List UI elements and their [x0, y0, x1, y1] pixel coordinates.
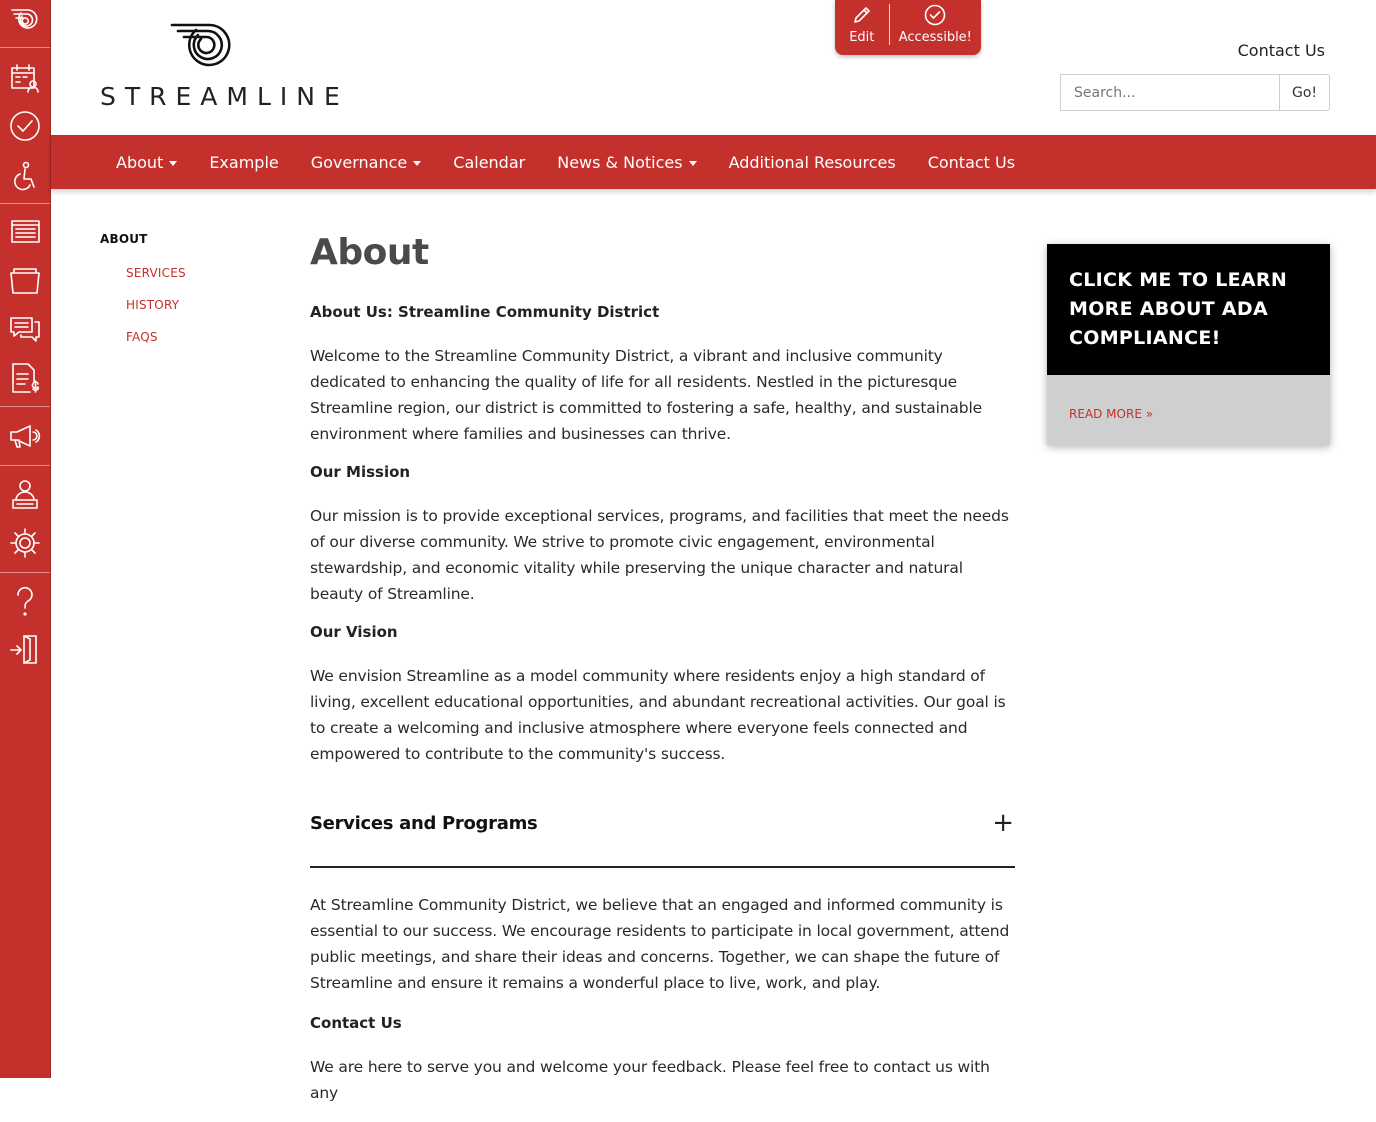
subnav-link-history[interactable]: HISTORY — [126, 298, 180, 312]
megaphone-icon[interactable] — [0, 413, 50, 459]
invoice-dollar-icon[interactable] — [0, 355, 50, 401]
nav-item-contact-us[interactable] — [912, 153, 1031, 172]
nav-label: News & Notices — [557, 152, 683, 172]
nav-label: Additional Resources — [728, 152, 896, 172]
gear-icon[interactable] — [0, 520, 50, 566]
comments-icon[interactable] — [0, 306, 50, 352]
caret-down-icon — [689, 161, 697, 166]
accessible-button[interactable] — [890, 0, 981, 55]
engagement-paragraph: At Streamline Community District, we believe that an engaged and informed community is essential to our success. We encourage residents to participate in local government, attend public meetings, and share their ideas and concerns. Together, we can shape the future of Streamline and ensure it remains a wonderful place to live, work, and play. — [310, 896, 1010, 992]
header-contact-link[interactable]: Contact Us — [1237, 41, 1325, 60]
section-body: Welcome to the Streamline Community District, a vibrant and inclusive community dedicated to enhancing the quality of life for all residents. Nestled in the picturesque Streamline region, our district is committed to fostering a safe, healthy, and sustainable environment where families and businesses can thrive. — [310, 347, 983, 443]
streamline-logo-mark-icon — [170, 22, 238, 70]
rail-divider — [0, 572, 50, 573]
nav-item-news-notices[interactable] — [541, 153, 712, 172]
streamline-logo-icon[interactable] — [0, 0, 50, 44]
rail-divider — [0, 203, 50, 204]
logout-door-icon[interactable] — [0, 626, 50, 672]
nav-label: Governance — [310, 152, 408, 172]
calendar-users-icon[interactable] — [0, 55, 50, 101]
subnav-link-faqs[interactable]: FAQS — [126, 330, 158, 344]
nav-item-calendar[interactable] — [437, 153, 541, 172]
main-content — [310, 232, 1015, 1122]
caret-down-icon — [413, 161, 421, 166]
user-admin-icon[interactable] — [0, 471, 50, 517]
admin-sidebar — [0, 0, 51, 1078]
search-go-button[interactable]: Go! — [1279, 74, 1330, 111]
pencil-icon — [851, 4, 873, 26]
section-body: Our mission is to provide exceptional services, programs, and facilities that meet the needs of our diverse community. We strive to promote civic engagement, environmental stewardship, and economic vitality while preserving the unique character and natural beauty of Streamline. — [310, 507, 1009, 603]
logo-wordmark: STREAMLINE — [100, 82, 349, 111]
section-body: We envision Streamline as a model community where residents enjoy a high standard of living, excellent educational opportunities, and abundant recreational activities. Our goal is to create a welcoming and inclusive atmosphere where everyone feels connected and empowered to contribute to the community's success. — [310, 667, 1006, 763]
accordion-services-programs[interactable] — [310, 801, 1015, 868]
callout-footer — [1047, 375, 1330, 445]
callout-header — [1047, 244, 1330, 375]
nav-label: Calendar — [453, 152, 526, 172]
subnav-link-services[interactable]: SERVICES — [126, 266, 186, 280]
nav-label: Example — [209, 152, 279, 172]
main-navigation — [51, 135, 1376, 189]
accessibility-icon[interactable] — [0, 153, 50, 199]
search-form — [1060, 74, 1330, 111]
site-logo[interactable] — [100, 22, 349, 112]
rail-divider — [0, 465, 50, 466]
contact-heading: Contact Us — [310, 1014, 402, 1032]
pages-list-icon[interactable] — [0, 208, 50, 254]
contact-body: We are here to serve you and welcome your feedback. Please feel free to contact us with any — [310, 1058, 990, 1102]
accessible-label: Accessible! — [898, 30, 972, 45]
ada-callout-card[interactable] — [1047, 244, 1330, 445]
section-subnav — [100, 232, 280, 344]
help-question-icon[interactable] — [0, 578, 50, 624]
rail-divider — [0, 406, 50, 407]
page-title: About — [310, 232, 429, 273]
nav-label: Contact Us — [927, 152, 1016, 172]
folder-icon[interactable] — [0, 257, 50, 303]
caret-down-icon — [169, 161, 177, 166]
edit-label: Edit — [849, 30, 875, 45]
section-heading: About Us: Streamline Community District — [310, 303, 660, 321]
search-input[interactable] — [1060, 74, 1279, 111]
nav-item-governance[interactable] — [295, 153, 438, 172]
nav-item-example[interactable] — [193, 153, 294, 172]
nav-label: About — [116, 152, 164, 172]
nav-item-additional-resources[interactable] — [713, 153, 912, 172]
plus-icon[interactable]: + — [992, 808, 1014, 838]
subnav-heading[interactable]: ABOUT — [100, 232, 148, 246]
page-edit-bar — [835, 0, 981, 55]
checkmark-circle-icon[interactable] — [0, 103, 50, 149]
rail-divider — [0, 47, 50, 48]
read-more-link[interactable]: READ MORE » — [1069, 407, 1154, 421]
edit-button[interactable] — [835, 0, 889, 55]
nav-item-about[interactable] — [100, 153, 193, 172]
accordion-title: Services and Programs — [310, 813, 538, 834]
section-heading: Our Mission — [310, 463, 411, 481]
check-circle-icon — [924, 4, 946, 26]
section-heading: Our Vision — [310, 623, 398, 641]
callout-title: CLICK ME TO LEARN MORE ABOUT ADA COMPLIANCE! — [1069, 269, 1288, 349]
